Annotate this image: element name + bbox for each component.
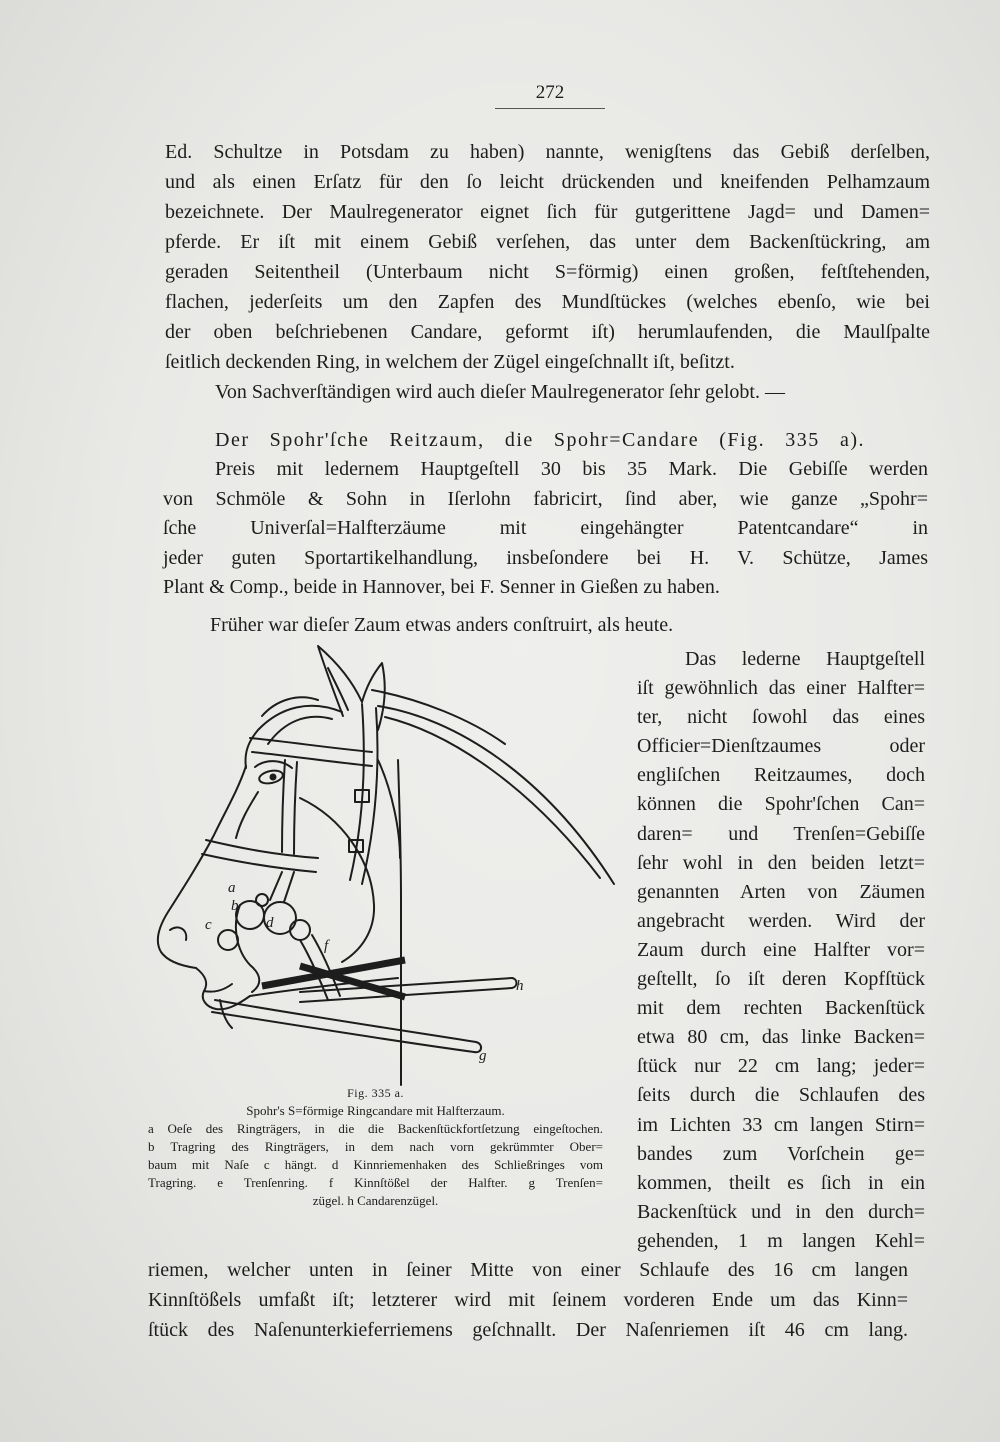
text-line: genannten Arten von Zäumen xyxy=(637,880,925,903)
text-line: daren= und Trenſen=Gebiſſe xyxy=(637,822,925,845)
figure-label-b: b xyxy=(231,898,239,914)
curb-rein xyxy=(300,978,512,992)
text-line: im Lichten 33 cm langen Stirn= xyxy=(637,1113,925,1136)
ear-front xyxy=(318,646,362,716)
eyebrow xyxy=(255,761,292,768)
hanging-strap xyxy=(220,1000,232,1028)
text-line: Officier=Dienſtzaumes oder xyxy=(637,735,925,758)
jaw-underside xyxy=(250,978,398,996)
browband xyxy=(250,738,372,752)
chin-strap xyxy=(312,935,340,996)
text-line: ter, nicht ſowohl das eines xyxy=(637,706,925,729)
ear-front-inner xyxy=(328,668,348,710)
section-heading-text: Der Spohr'ſche Reitzaum, die Spohr=Candare (Fig. 335 a). xyxy=(215,429,865,451)
text-line: Früher war dieſer Zaum etwas anders conſtruirt, als heute. xyxy=(210,614,674,636)
text-line: etwa 80 cm, das linke Backen= xyxy=(637,1026,925,1049)
figure-label-h: h xyxy=(516,978,524,994)
text-line: engliſchen Reitzaumes, doch xyxy=(637,764,925,787)
ear-back xyxy=(362,663,385,730)
curb-rein xyxy=(300,988,512,1002)
text-line: ſche Univerſal=Halfterzäume mit eingehängter Patentcandare“ in xyxy=(163,517,928,540)
text-line: riemen, welcher unten in ſeiner Mitte von einer Schlaufe des 16 cm langen xyxy=(148,1259,908,1281)
figure-label-c: c xyxy=(205,917,212,933)
lower-lip xyxy=(204,984,232,992)
caption-line: a Oeſe des Ringträgers, in die die Backenſtückfortſetzung eingeſtochen. xyxy=(148,1121,603,1136)
caption-line: Tragring. e Trenſenring. f Kinnſtößel der Halfter. g Trenſen= xyxy=(148,1175,603,1190)
column-text xyxy=(637,645,925,1256)
nostril xyxy=(170,927,186,940)
section-heading xyxy=(215,425,865,455)
noseband xyxy=(202,854,316,872)
paragraph-price xyxy=(163,455,928,603)
text-line: ſtück nur 22 cm lang; jeder= xyxy=(637,1055,925,1078)
ring-bearer-ring xyxy=(236,901,264,929)
front-cheek-strap xyxy=(294,762,297,854)
forelock-strand xyxy=(262,697,318,716)
figure-label-g: g xyxy=(479,1048,487,1064)
horse-head-figure xyxy=(140,630,630,1100)
text-line: geſtellt, ſo iſt deren Kopfſtück xyxy=(637,968,925,991)
curb-rein-end xyxy=(512,978,517,988)
bit-strap xyxy=(284,872,294,902)
text-line: Ed. Schultze in Potsdam zu haben) nannte, wenigſtens das Gebiß derſelben, xyxy=(165,141,930,163)
paragraph-maulregenerator xyxy=(165,137,930,407)
text-line: ſeits durch die Schlaufen des xyxy=(637,1084,925,1107)
bit-ring xyxy=(218,930,238,950)
text-line: bezeichnete. Der Maulregenerator eignet ſich für gutgerittene Jagd= und Damen= xyxy=(165,201,930,223)
figure-label-f: f xyxy=(324,938,329,954)
caption-line: b Tragring des Ringträgers, in dem nach vorn gekrümmter Ober= xyxy=(148,1139,603,1154)
mane-strand xyxy=(372,690,505,744)
noseband xyxy=(206,840,318,858)
text-line: pferde. Er iſt mit einem Gebiß verſehen, das unter dem Backenſtückring, am xyxy=(165,231,930,253)
figure-labels xyxy=(205,880,524,1064)
forelock xyxy=(246,706,343,768)
paragraph-continuation xyxy=(148,1255,908,1345)
bit-strap xyxy=(270,872,282,900)
text-line: bandes zum Vorſchein ge= xyxy=(637,1142,925,1165)
bridle xyxy=(202,704,405,1028)
text-line: von Schmöle & Sohn in Iſerlohn fabricirt, ſind aber, wie ganze „Spohr= xyxy=(163,487,928,510)
buckle xyxy=(349,840,363,852)
figure-caption xyxy=(148,1084,603,1210)
text-line: ſehr wohl in den beiden letzt= xyxy=(637,851,925,874)
browband xyxy=(252,752,372,766)
eye xyxy=(258,769,284,786)
text-line: iſt gewöhnlich das einer Halfter= xyxy=(637,677,925,700)
reins xyxy=(212,978,517,1052)
text-line: können die Spohr'ſchen Can= xyxy=(637,793,925,816)
text-line: Plant & Comp., beide in Hannover, bei F. Senner in Gießen zu haben. xyxy=(163,576,720,599)
halter-strap xyxy=(262,960,405,986)
face-line xyxy=(236,792,258,838)
text-line: mit dem rechten Backenſtück xyxy=(637,997,925,1020)
page-number: 272 xyxy=(535,82,565,103)
forelock-strand xyxy=(268,717,332,744)
text-line: und als einen Erſatz für den ſo leicht drückenden und kneifenden Pelhamzaum xyxy=(165,171,930,193)
text-line: der oben beſchriebenen Candare, geformt iſt) herumlaufenden, die Maulſpalte xyxy=(165,321,930,343)
caption-title: Fig. 335 a. xyxy=(347,1086,404,1100)
chin-strap xyxy=(300,940,328,1000)
face-profile xyxy=(158,766,246,968)
text-line: Von Sachverſtändigen wird auch dieſer Maulregenerator ſehr gelobt. — xyxy=(215,381,785,403)
figure-label-d: d xyxy=(266,915,274,931)
front-cheek-strap xyxy=(282,760,285,852)
mane-line xyxy=(378,706,614,884)
text-line: Preis mit ledernem Hauptgeſtell 30 bis 35 Mark. Die Gebiſſe werden xyxy=(215,458,928,480)
cheek-line xyxy=(300,798,374,962)
text-line: ſtück des Naſenunterkieferriemens geſchnallt. Der Naſenriemen iſt 46 cm lang. xyxy=(148,1319,908,1341)
text-line: Zaum durch eine Halfter vor= xyxy=(637,938,925,961)
cheekpiece-strap xyxy=(362,708,377,884)
curb-shank xyxy=(236,905,259,992)
mane-line xyxy=(385,717,600,878)
caption-line: zügel. h Candarenzügel. xyxy=(312,1193,439,1208)
cheekpiece-strap xyxy=(350,704,364,880)
buckle xyxy=(355,790,369,802)
text-line: Backenſtück und in den durch= xyxy=(637,1200,925,1223)
page-number-rule xyxy=(495,108,605,109)
halter-strap xyxy=(300,966,405,997)
paragraph-frueher xyxy=(210,610,910,640)
text-line: geraden Seitentheil (Unterbaum nicht S=förmig) einen großen, feſtſtehenden, xyxy=(165,261,930,283)
text-line: kommen, theilt es ſich in ein xyxy=(637,1171,925,1194)
caption-line: baum mit Naſe c hängt. d Kinnriemenhaken des Schließringes vom xyxy=(148,1157,603,1172)
mouth xyxy=(196,968,250,1009)
bit-ring xyxy=(290,920,310,940)
figure-label-a: a xyxy=(228,880,236,896)
text-line: Das lederne Hauptgeſtell xyxy=(685,648,925,670)
text-line: Kinnſtößels umfaßt iſt; letzterer wird mit ſeinem vorderen Ende um das Kinn= xyxy=(148,1289,908,1311)
horse-head-outline xyxy=(158,646,614,1085)
throatlatch xyxy=(378,760,400,858)
snaffle-rein xyxy=(215,1000,476,1042)
eye-pupil xyxy=(270,774,277,781)
text-line: ſeitlich deckenden Ring, in welchem der Zügel eingeſchnallt iſt, beſitzt. xyxy=(165,351,735,373)
snaffle-rein-end xyxy=(474,1042,481,1052)
ring-bearer-ring xyxy=(264,902,296,934)
text-line: jeder guten Sportartikelhandlung, insbeſondere bei H. V. Schütze, James xyxy=(163,546,928,569)
eyelet xyxy=(256,894,268,906)
text-line: flachen, jederſeits um den Zapfen des Mundſtückes (welches ebenſo, wie bei xyxy=(165,291,930,313)
snaffle-rein xyxy=(212,1012,474,1052)
neck-front-line xyxy=(398,760,401,1085)
text-line: gehenden, 1 m langen Kehl= xyxy=(637,1229,925,1252)
text-line: angebracht werden. Wird der xyxy=(637,909,925,932)
caption-subtitle: Spohr's S=förmige Ringcandare mit Halfterzaum. xyxy=(246,1103,505,1118)
